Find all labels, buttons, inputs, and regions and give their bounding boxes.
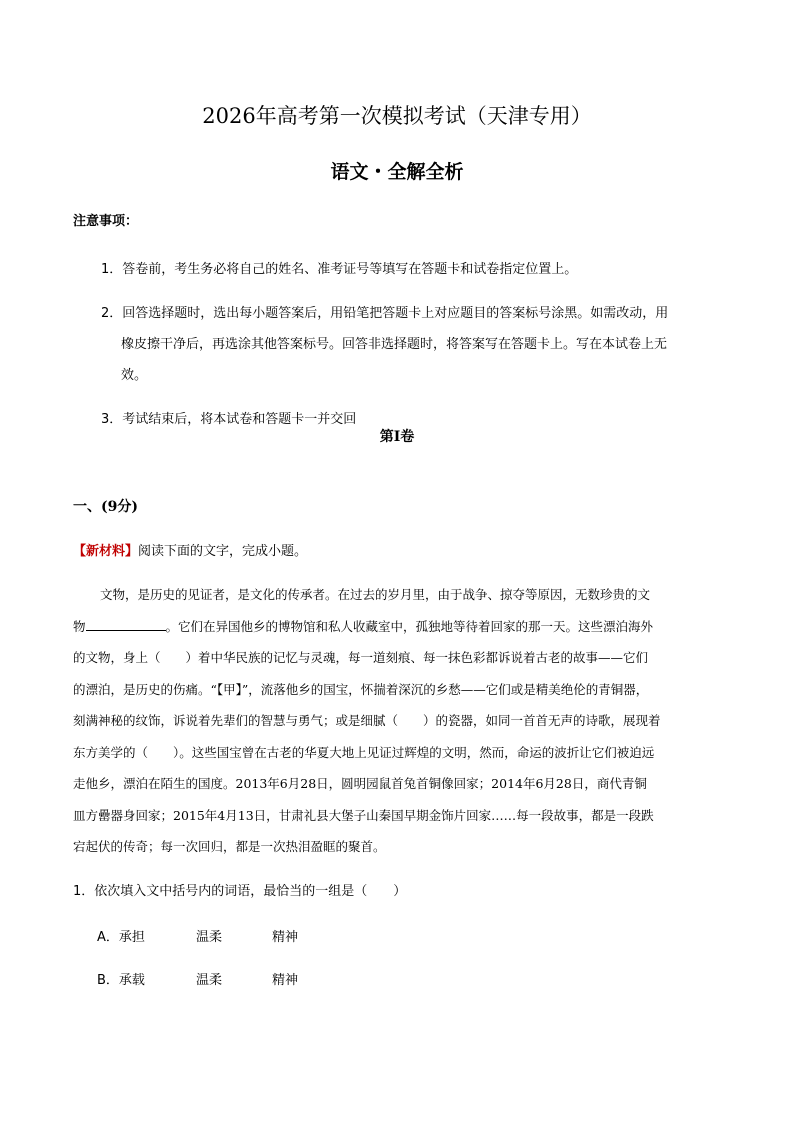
passage-line-2-rest: 。它们在异国他乡的博物馆和私人收藏室中，孤独地等待着回家的那一天。这些漂泊海外 — [165, 619, 654, 634]
instruction-line — [73, 540, 307, 559]
option-a-word-1: A．承担 — [97, 930, 145, 945]
part-heading: 一、(9分) — [73, 499, 138, 515]
option-b-word-2: 温柔 — [196, 973, 223, 988]
passage-line-5: 刻满神秘的纹饰，诉说着先辈们的智慧与勇气；或是细腻（ ）的瓷器，如同一首首无声的诗歌，展现着 — [73, 713, 661, 728]
fill-blank — [86, 618, 166, 631]
passage-line-9: 宕起伏的传奇；每一次回归，都是一次热泪盈眶的聚首。 — [73, 839, 386, 854]
notice-item-2: 2．回答选择题时，选出每小题答案后，用铅笔把答题卡上对应题目的答案标号涂黑。如需改动，用 — [101, 306, 669, 321]
passage-line-8: 皿方罍器身回家；2015年4月13日，甘肃礼县大堡子山秦国早期金饰片回家……每一段故事，都是一段跌 — [73, 808, 654, 823]
passage-line-7: 走他乡，漂泊在陌生的国度。2013年6月28日，圆明园鼠首兔首铜像回家；2014年6月28日，商代青铜 — [73, 776, 647, 791]
section-mark: 第Ⅰ卷 — [379, 429, 415, 445]
passage-line-3: 的文物，身上（ ）着中华民族的记忆与灵魂，每一道刻痕、每一抹色彩都诉说着古老的故事——它们 — [73, 650, 649, 665]
question-1: 1．依次填入文中括号内的词语，最恰当的一组是（ ） — [73, 884, 407, 899]
page-title: 2026年高考第一次模拟考试（天津专用） — [202, 104, 592, 128]
notice-heading: 注意事项： — [73, 214, 139, 229]
option-a-word-3: 精神 — [272, 930, 299, 945]
passage-line-2-start: 物 — [73, 619, 86, 634]
option-b — [97, 969, 298, 988]
option-b-word-1: B．承载 — [97, 973, 145, 988]
option-b-word-3: 精神 — [272, 973, 299, 988]
notice-item-2-end: 效。 — [121, 368, 148, 383]
passage-line-2 — [73, 617, 653, 635]
notice-item-2-cont: 橡皮擦干净后，再选涂其他答案标号。回答非选择题时，将答案写在答题卡上。写在本试卷上无 — [121, 337, 668, 352]
option-a — [97, 926, 298, 945]
passage-line-6: 东方美学的（ ）。这些国宝曾在古老的华夏大地上见证过辉煌的文明，然而，命运的波折让它们被迫远 — [73, 745, 655, 760]
notice-item-1: 1．答卷前，考生务必将自己的姓名、准考证号等填写在答题卡和试卷指定位置上。 — [101, 262, 578, 277]
instruction-text: 阅读下面的文字，完成小题。 — [138, 544, 308, 559]
passage-line-1: 文物，是历史的见证者，是文化的传承者。在过去的岁月里，由于战争、掠夺等原因，无数珍贵的文 — [100, 587, 651, 602]
option-a-word-2: 温柔 — [196, 930, 223, 945]
new-material-tag: 【新材料】 — [73, 544, 139, 559]
notice-item-3: 3．考试结束后，将本试卷和答题卡一并交回 — [101, 412, 357, 427]
passage-line-4: 的漂泊，是历史的伤痛。“【甲】”，流落他乡的国宝，怀揣着深沉的乡愁——它们或是精美绝伦的青铜器， — [73, 682, 649, 697]
page-subtitle: 语文・全解全析 — [330, 161, 464, 183]
